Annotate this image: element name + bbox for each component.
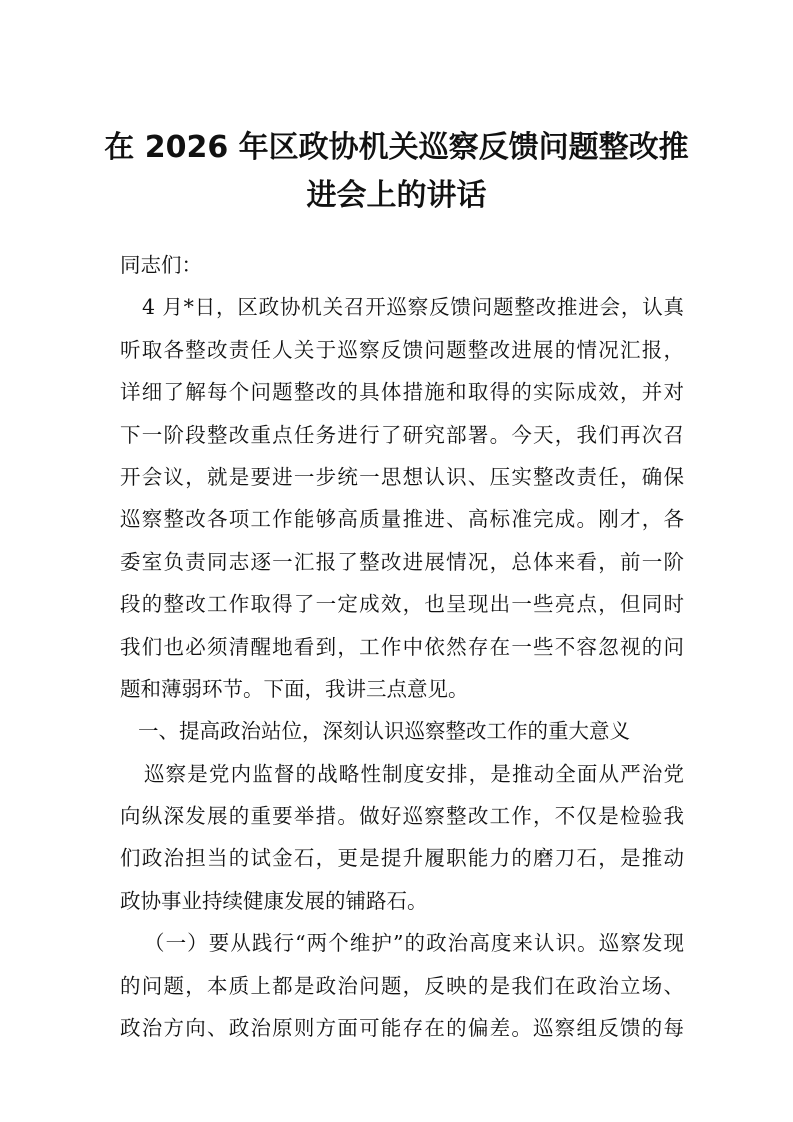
paragraph-line: 详细了解每个问题整改的具体措施和取得的实际成效，并对 bbox=[120, 380, 684, 405]
paragraph-line: 我们也必须清醒地看到，工作中依然存在一些不容忽视的问 bbox=[120, 634, 684, 659]
subsection-line: （一）要从践行“两个维护”的政治高度来认识。巡察发现 bbox=[144, 931, 684, 956]
paragraph-line: 们政治担当的试金石，更是提升履职能力的磨刀石，是推动 bbox=[120, 846, 684, 871]
paragraph-line: 向纵深发展的重要举措。做好巡察整改工作，不仅是检验我 bbox=[120, 804, 684, 829]
salutation: 同志们： bbox=[120, 253, 202, 277]
paragraph-line: 题和薄弱环节。下面，我讲三点意见。 bbox=[120, 676, 469, 701]
paragraph-line: 政协事业持续健康发展的铺路石。 bbox=[120, 888, 428, 913]
section-heading: 一、提高政治站位，深刻认识巡察整改工作的重大意义 bbox=[138, 719, 630, 744]
document-title-line-1: 在 2026 年区政协机关巡察反馈问题整改推 bbox=[104, 130, 689, 165]
paragraph-line: 委室负责同志逐一汇报了整改进展情况，总体来看，前一阶 bbox=[120, 549, 684, 574]
document-body bbox=[120, 244, 684, 1049]
paragraph-line: 下一阶段整改重点任务进行了研究部署。今天，我们再次召 bbox=[120, 422, 684, 447]
paragraph-line: 开会议，就是要进一步统一思想认识、压实整改责任，确保 bbox=[120, 464, 684, 489]
paragraph-line: 4 月*日，区政协机关召开巡察反馈问题整改推进会，认真 bbox=[142, 295, 684, 320]
paragraph-line: 巡察是党内监督的战略性制度安排，是推动全面从严治党 bbox=[144, 761, 684, 786]
paragraph-line: 巡察整改各项工作能够高质量推进、高标准完成。刚才，各 bbox=[120, 507, 684, 532]
paragraph-line: 的问题，本质上都是政治问题，反映的是我们在政治立场、 bbox=[120, 973, 684, 998]
paragraph-line: 段的整改工作取得了一定成效，也呈现出一些亮点，但同时 bbox=[120, 592, 684, 617]
paragraph-line: 听取各整改责任人关于巡察反馈问题整改进展的情况汇报， bbox=[120, 337, 684, 362]
paragraph-line: 政治方向、政治原则方面可能存在的偏差。巡察组反馈的每 bbox=[120, 1016, 684, 1041]
document-title-line-2: 进会上的讲话 bbox=[306, 178, 487, 213]
